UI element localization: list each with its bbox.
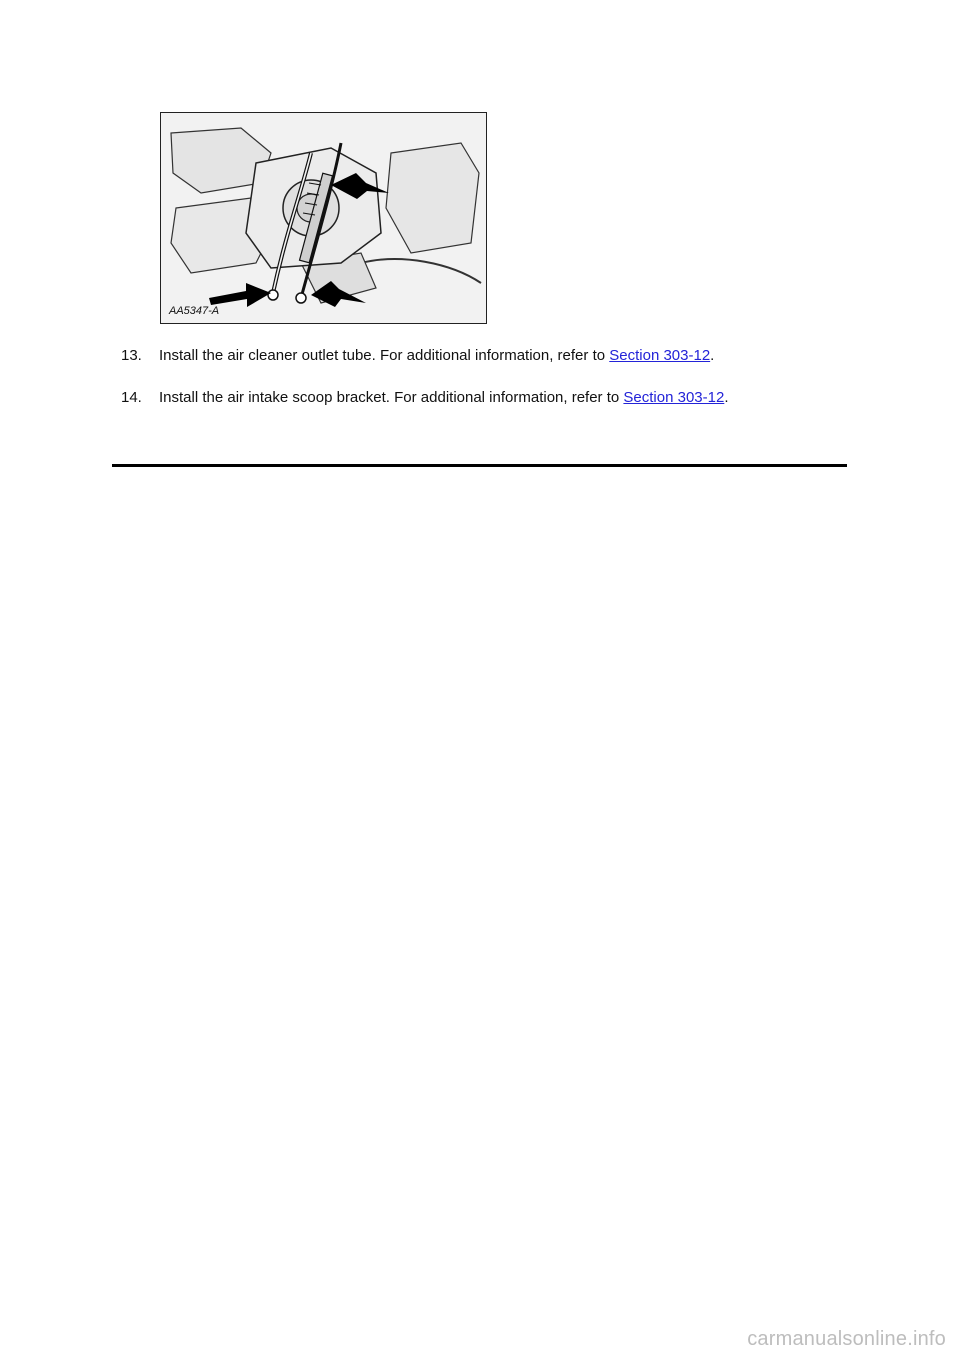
step-suffix: . <box>724 389 729 406</box>
step-number: 14. <box>121 389 142 406</box>
section-divider <box>112 464 847 467</box>
step-number: 13. <box>121 347 142 364</box>
step-14 <box>121 389 728 407</box>
step-text: Install the air intake scoop bracket. For additional information, refer to <box>159 389 620 406</box>
step-text: Install the air cleaner outlet tube. For additional information, refer to <box>159 347 606 364</box>
step-suffix: . <box>710 347 715 364</box>
figure-label: AA5347-A <box>169 305 220 317</box>
throttle-cable-illustration <box>161 113 486 323</box>
step-13 <box>121 347 714 365</box>
engine-illustration <box>160 112 487 324</box>
watermark: carmanualsonline.info <box>747 1328 946 1350</box>
section-link[interactable]: Section 303-12 <box>623 389 725 406</box>
section-link[interactable]: Section 303-12 <box>609 347 711 364</box>
